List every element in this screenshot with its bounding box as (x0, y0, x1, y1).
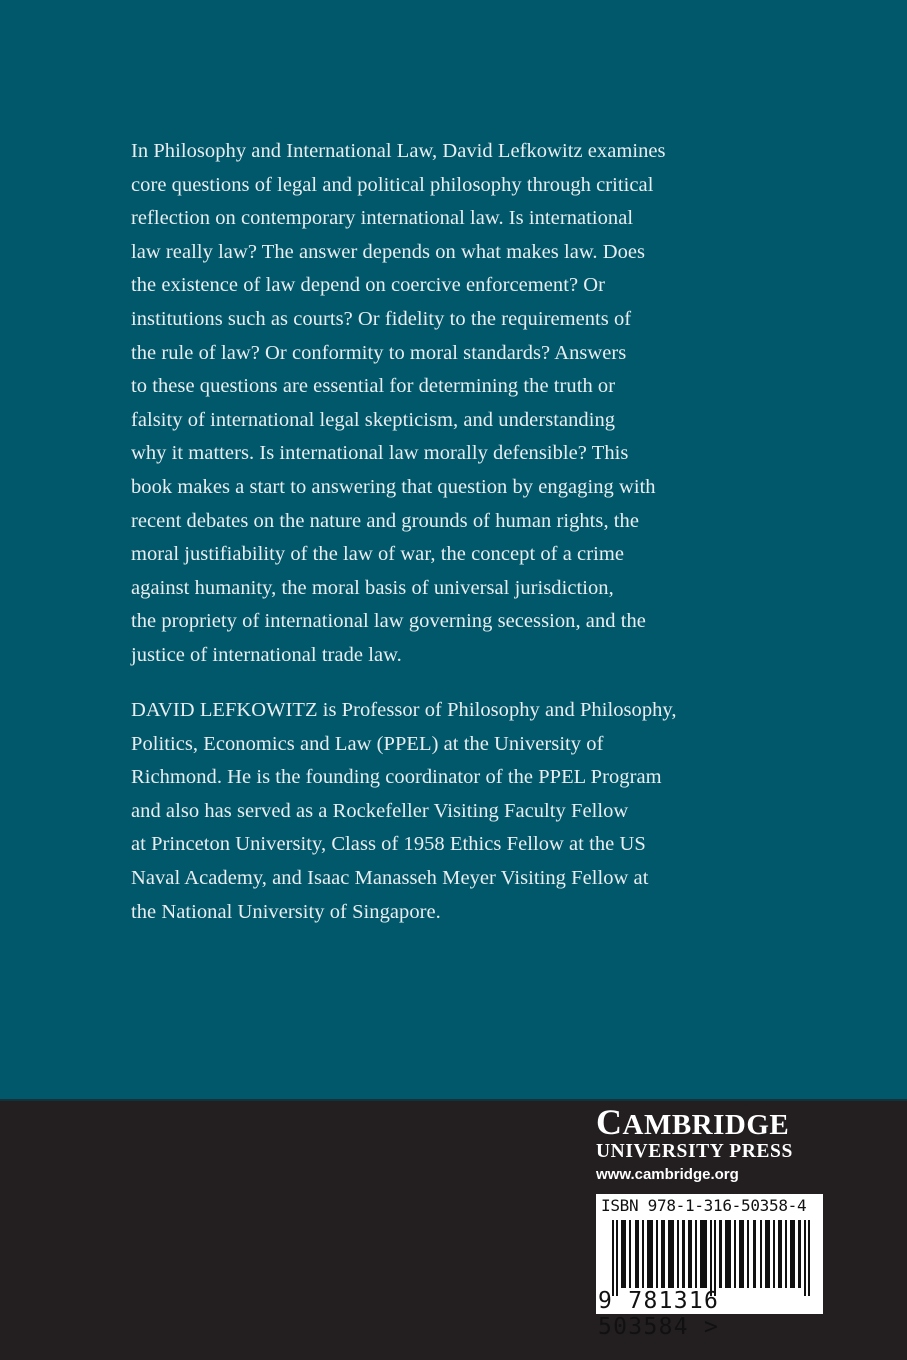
description-line: book makes a start to answering that question by engaging with (131, 475, 656, 498)
description-line: institutions such as courts? Or fidelity to the requirements of (131, 307, 632, 330)
publisher-initial: C (596, 1102, 623, 1142)
description-line: In Philosophy and International Law, David Lefkowitz examines (131, 140, 666, 162)
ean-digits: 9 781316 503584 > (598, 1288, 720, 1340)
description-line: recent debates on the nature and grounds of human rights, the (131, 509, 639, 532)
publisher-url: www.cambridge.org (596, 1166, 739, 1183)
bio-line: and also has served as a Rockefeller Visiting Faculty Fellow (131, 799, 629, 822)
description-line: law really law? The answer depends on what makes law. Does (131, 240, 646, 263)
description-line: against humanity, the moral basis of universal jurisdiction, (131, 576, 614, 599)
barcode-icon (612, 1220, 822, 1296)
bio-line: the National University of Singapore. (131, 900, 441, 923)
isbn-barcode (596, 1194, 823, 1340)
description-line: justice of international trade law. (131, 643, 402, 666)
description-line: falsity of international legal skepticism, and understanding (131, 408, 616, 431)
description-line: to these questions are essential for determining the truth or (131, 375, 616, 398)
description-line: the rule of law? Or conformity to moral standards? Answers (131, 341, 627, 364)
description-line: the propriety of international law governing secession, and the (131, 610, 646, 633)
publisher-name-rest: AMBRIDGE (622, 1109, 790, 1141)
publisher-logo (596, 1102, 836, 1185)
description-line: core questions of legal and political philosophy through critical (131, 173, 654, 196)
bio-line: DAVID LEFKOWITZ is Professor of Philosophy and Philosophy, (131, 699, 677, 721)
bio-line: Richmond. He is the founding coordinator of the PPEL Program (131, 766, 662, 789)
publisher-name (596, 1102, 836, 1142)
bio-line: Politics, Economics and Law (PPEL) at the University of (131, 732, 604, 755)
description-line: the existence of law depend on coercive enforcement? Or (131, 274, 606, 297)
book-description (131, 135, 751, 673)
description-line: reflection on contemporary international law. Is international (131, 207, 634, 230)
description-line: moral justifiability of the law of war, the concept of a crime (131, 543, 624, 566)
bio-line: at Princeton University, Class of 1958 Ethics Fellow at the US (131, 833, 646, 856)
description-line: why it matters. Is international law morally defensible? This (131, 442, 629, 465)
author-bio (131, 694, 751, 929)
isbn-label: ISBN 978-1-316-50358-4 (601, 1196, 807, 1215)
publisher-subtitle: UNIVERSITY PRESS (596, 1141, 793, 1162)
bio-line: Naval Academy, and Isaac Manasseh Meyer Visiting Fellow at (131, 866, 649, 889)
